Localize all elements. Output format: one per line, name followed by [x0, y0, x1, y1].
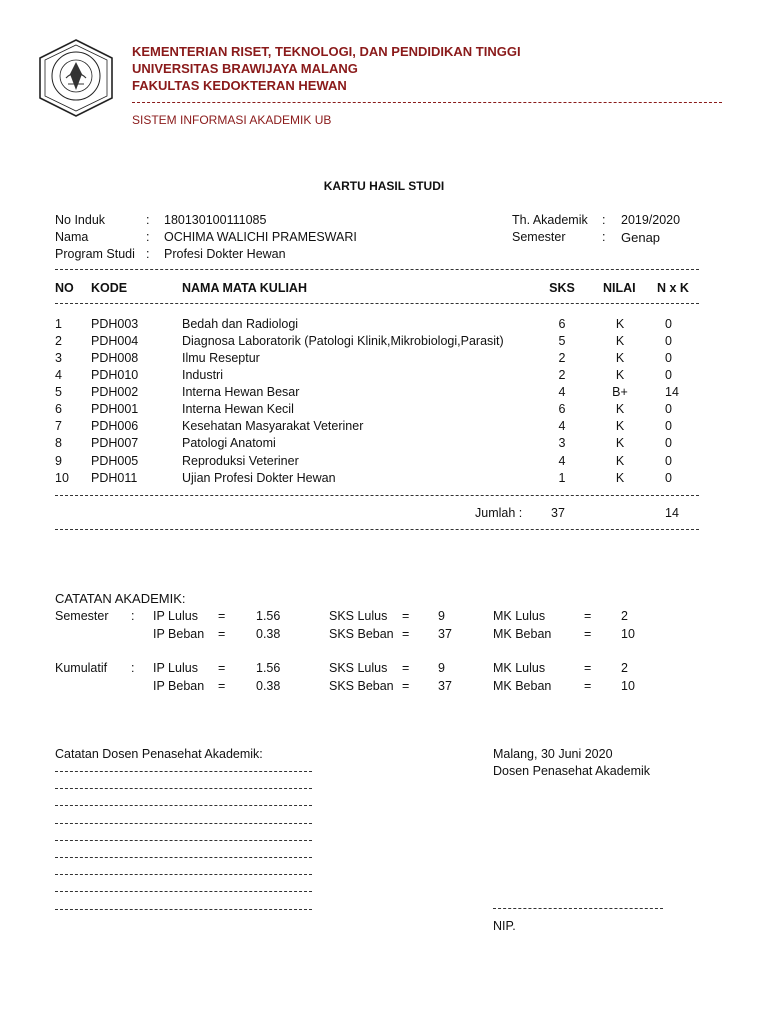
- kumulatif-mk-lulus-value: 2: [621, 661, 628, 675]
- header-university: UNIVERSITAS BRAWIJAYA MALANG: [132, 61, 358, 76]
- equals-sign: =: [584, 679, 592, 693]
- cell-no: 3: [55, 351, 62, 365]
- cell-sks: 6: [558, 402, 566, 416]
- kumulatif-summary-label: Kumulatif: [55, 661, 108, 675]
- cell-no: 7: [55, 419, 62, 433]
- colon: :: [131, 661, 135, 675]
- university-seal-icon: [36, 38, 116, 118]
- semester-sks-beban-label: SKS Beban: [329, 627, 394, 641]
- semester-mk-lulus-label: MK Lulus: [493, 609, 546, 623]
- cell-no: 1: [55, 317, 62, 331]
- kumulatif-sks-beban-value: 37: [438, 679, 452, 693]
- no-induk-value: 180130100111085: [164, 213, 267, 227]
- cell-kode: PDH010: [91, 368, 139, 382]
- cell-nxk: 0: [665, 334, 672, 348]
- cell-nxk: 0: [665, 402, 672, 416]
- kumulatif-mk-beban-value: 10: [621, 679, 635, 693]
- equals-sign: =: [218, 609, 226, 623]
- jumlah-sks: 37: [551, 506, 565, 520]
- table-top-divider: [55, 269, 699, 270]
- cell-no: 5: [55, 385, 62, 399]
- cell-sks: 4: [558, 454, 566, 468]
- kumulatif-mk-beban-label: MK Beban: [493, 679, 552, 693]
- cell-nama: Industri: [182, 368, 223, 382]
- semester-ip-beban-value: 0.38: [256, 627, 281, 641]
- note-line: [55, 771, 312, 772]
- kumulatif-ip-lulus-label: IP Lulus: [153, 661, 198, 675]
- cell-sks: 4: [558, 419, 566, 433]
- cell-kode: PDH005: [91, 454, 139, 468]
- semester-sks-lulus-label: SKS Lulus: [329, 609, 388, 623]
- cell-no: 10: [55, 471, 69, 485]
- place-date: Malang, 30 Juni 2020: [493, 747, 613, 761]
- cell-no: 8: [55, 436, 62, 450]
- cell-nilai: K: [615, 334, 625, 348]
- system-name: SISTEM INFORMASI AKADEMIK UB: [132, 113, 332, 127]
- prodi-value: Profesi Dokter Hewan: [164, 247, 286, 261]
- cell-nilai: K: [615, 351, 625, 365]
- semester-ip-lulus-label: IP Lulus: [153, 609, 198, 623]
- semester-label: Semester: [512, 230, 566, 244]
- signer-title: Dosen Penasehat Akademik: [493, 764, 651, 778]
- cell-sks: 6: [558, 317, 566, 331]
- colon: :: [602, 230, 606, 244]
- equals-sign: =: [584, 609, 592, 623]
- colon: :: [146, 213, 150, 227]
- cell-kode: PDH011: [91, 471, 138, 485]
- cell-nama: Diagnosa Laboratorik (Patologi Klinik,Mikrobiologi,Parasit): [182, 334, 504, 348]
- table-header-divider: [55, 303, 699, 304]
- colon: :: [602, 213, 606, 227]
- semester-mk-beban-value: 10: [621, 627, 635, 641]
- cell-no: 6: [55, 402, 62, 416]
- semester-mk-beban-label: MK Beban: [493, 627, 552, 641]
- semester-ip-beban-label: IP Beban: [153, 627, 205, 641]
- col-header-no: NO: [55, 281, 74, 295]
- jumlah-nxk: 14: [665, 506, 679, 520]
- cell-sks: 2: [558, 368, 566, 382]
- equals-sign: =: [584, 627, 592, 641]
- prodi-label: Program Studi: [55, 247, 135, 261]
- col-header-nxk: N x K: [657, 281, 689, 295]
- cell-nilai: K: [615, 402, 625, 416]
- header-divider: [132, 102, 722, 103]
- cell-sks: 4: [558, 385, 566, 399]
- nama-label: Nama: [55, 230, 89, 244]
- cell-nama: Ujian Profesi Dokter Hewan: [182, 471, 336, 485]
- cell-sks: 3: [558, 436, 566, 450]
- semester-value: Genap: [621, 230, 661, 245]
- kumulatif-ip-beban-label: IP Beban: [153, 679, 205, 693]
- colon: :: [146, 230, 150, 244]
- cell-sks: 5: [558, 334, 566, 348]
- no-induk-label: No Induk: [55, 213, 106, 227]
- cell-no: 2: [55, 334, 62, 348]
- note-line: [55, 857, 312, 858]
- colon: :: [131, 609, 135, 623]
- equals-sign: =: [584, 661, 592, 675]
- colon: :: [146, 247, 150, 261]
- header-faculty: FAKULTAS KEDOKTERAN HEWAN: [132, 78, 347, 93]
- catatan-title: CATATAN AKADEMIK:: [55, 591, 186, 606]
- col-header-kode: KODE: [91, 281, 128, 295]
- cell-sks: 1: [558, 471, 566, 485]
- semester-mk-lulus-value: 2: [621, 609, 628, 623]
- kumulatif-ip-beban-value: 0.38: [256, 679, 281, 693]
- cell-kode: PDH007: [91, 436, 139, 450]
- cell-nxk: 0: [665, 471, 672, 485]
- equals-sign: =: [402, 609, 410, 623]
- cell-nama: Ilmu Reseptur: [182, 351, 260, 365]
- cell-sks: 2: [558, 351, 566, 365]
- kumulatif-sks-lulus-value: 9: [438, 661, 445, 675]
- kumulatif-sks-beban-label: SKS Beban: [329, 679, 394, 693]
- col-header-nilai: NILAI: [603, 281, 636, 295]
- cell-kode: PDH001: [91, 402, 139, 416]
- cell-nxk: 0: [665, 419, 672, 433]
- document-title: KARTU HASIL STUDI: [323, 179, 445, 193]
- cell-nama: Reproduksi Veteriner: [182, 454, 299, 468]
- cell-nama: Kesehatan Masyarakat Veteriner: [182, 419, 364, 433]
- header-ministry: KEMENTERIAN RISET, TEKNOLOGI, DAN PENDIDIKAN TINGGI: [132, 44, 521, 59]
- cell-kode: PDH008: [91, 351, 139, 365]
- table-bottom-divider: [55, 495, 699, 496]
- equals-sign: =: [218, 627, 226, 641]
- cell-nilai: K: [615, 454, 625, 468]
- note-line: [55, 840, 312, 841]
- kumulatif-mk-lulus-label: MK Lulus: [493, 661, 546, 675]
- cell-nama: Interna Hewan Besar: [182, 385, 300, 399]
- nama-value: OCHIMA WALICHI PRAMESWARI: [164, 230, 357, 244]
- cell-kode: PDH003: [91, 317, 139, 331]
- col-header-sks: SKS: [549, 281, 575, 295]
- jumlah-divider: [55, 529, 699, 530]
- semester-sks-beban-value: 37: [438, 627, 452, 641]
- cell-nilai: K: [615, 317, 625, 331]
- cell-nxk: 0: [665, 317, 672, 331]
- col-header-nama: NAMA MATA KULIAH: [182, 281, 307, 295]
- equals-sign: =: [402, 661, 410, 675]
- cell-nilai: B+: [612, 385, 628, 399]
- cell-nama: Patologi Anatomi: [182, 436, 276, 450]
- kumulatif-ip-lulus-value: 1.56: [256, 661, 281, 675]
- cell-nxk: 0: [665, 436, 672, 450]
- cell-nilai: K: [615, 436, 625, 450]
- dosen-note-label: Catatan Dosen Penasehat Akademik:: [55, 747, 263, 761]
- cell-nxk: 0: [665, 351, 672, 365]
- semester-ip-lulus-value: 1.56: [256, 609, 281, 623]
- equals-sign: =: [218, 679, 226, 693]
- note-line: [55, 909, 312, 910]
- signature-line: [493, 908, 663, 909]
- cell-kode: PDH006: [91, 419, 139, 433]
- cell-nxk: 0: [665, 368, 672, 382]
- th-akademik-value: 2019/2020: [621, 213, 681, 227]
- cell-nama: Bedah dan Radiologi: [182, 317, 299, 331]
- cell-kode: PDH002: [91, 385, 139, 399]
- note-line: [55, 788, 312, 789]
- semester-sks-lulus-value: 9: [438, 609, 445, 623]
- cell-no: 4: [55, 368, 62, 382]
- equals-sign: =: [218, 661, 226, 675]
- equals-sign: =: [402, 627, 410, 641]
- cell-nilai: K: [615, 471, 625, 485]
- semester-summary-label: Semester: [55, 609, 109, 623]
- cell-nxk: 14: [665, 385, 679, 399]
- cell-nama: Interna Hewan Kecil: [182, 402, 294, 416]
- equals-sign: =: [402, 679, 410, 693]
- cell-nxk: 0: [665, 454, 672, 468]
- note-line: [55, 891, 312, 892]
- cell-kode: PDH004: [91, 334, 139, 348]
- university-logo: [36, 38, 116, 118]
- note-line: [55, 823, 312, 824]
- kumulatif-sks-lulus-label: SKS Lulus: [329, 661, 388, 675]
- nip-label: NIP.: [493, 919, 516, 933]
- cell-nilai: K: [615, 368, 625, 382]
- note-line: [55, 805, 312, 806]
- th-akademik-label: Th. Akademik: [512, 213, 588, 227]
- cell-no: 9: [55, 454, 62, 468]
- jumlah-label: Jumlah :: [475, 506, 523, 520]
- note-line: [55, 874, 312, 875]
- cell-nilai: K: [615, 419, 625, 433]
